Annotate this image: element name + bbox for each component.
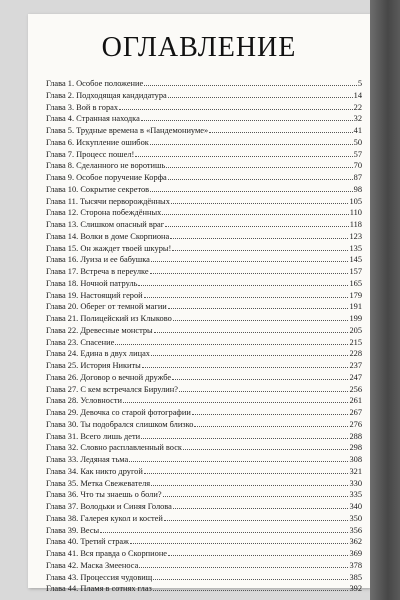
toc-entry	[46, 442, 362, 454]
dot-leader	[151, 485, 348, 486]
toc-entry	[46, 525, 362, 537]
toc-entry-label: Глава 35. Метка Свежевателя	[46, 478, 151, 488]
dot-leader	[172, 379, 348, 380]
toc-entry-page-number: 135	[349, 243, 362, 253]
toc-entry-page-number: 199	[349, 314, 362, 323]
toc-entry	[46, 454, 362, 466]
toc-entry-page-number: 41	[353, 126, 362, 135]
dot-leader	[165, 226, 349, 227]
toc-entry	[46, 560, 362, 572]
toc-entry-label: Глава 38. Галерея кукол и костей	[46, 513, 163, 523]
dot-leader	[135, 156, 352, 157]
dot-leader	[144, 85, 357, 86]
toc-entry-page-number: 98	[353, 184, 362, 194]
toc-entry-label: Глава 19. Настоящий герой	[46, 290, 143, 300]
dot-leader	[171, 203, 349, 204]
toc-entry-label: Глава 14. Волки в доме Скорпиона	[46, 231, 170, 241]
toc-entry-page-number: 123	[349, 231, 362, 241]
toc-entry-page-number: 32	[353, 114, 362, 124]
toc-entry-label: Глава 31. Всего лишь дети	[46, 431, 141, 441]
toc-entry	[46, 548, 362, 560]
toc-entry-page-number: 57	[353, 149, 362, 159]
toc-entry-label: Глава 2. Подходящая кандидатура	[46, 90, 167, 100]
toc-entry-page-number: 228	[349, 349, 362, 359]
toc-entry-label: Глава 21. Полицейский из Клыково	[46, 314, 172, 323]
book-page	[28, 14, 370, 594]
dot-leader	[119, 109, 353, 110]
toc-entry-page-number: 392	[349, 584, 362, 594]
dot-leader	[166, 167, 352, 168]
toc-entry-label: Глава 16. Луиза и ее бабушка	[46, 255, 150, 265]
toc-entry-page-number: 321	[349, 466, 362, 476]
book-spine	[370, 0, 400, 600]
toc-entry-page-number: 288	[349, 431, 362, 441]
toc-entry-page-number: 267	[349, 408, 362, 417]
toc-entry	[46, 290, 362, 302]
toc-entry-page-number: 330	[349, 478, 362, 488]
toc-entry	[46, 395, 362, 407]
toc-entry	[46, 313, 362, 325]
dot-leader	[138, 285, 348, 286]
dot-leader	[129, 461, 348, 462]
toc-entry-page-number: 261	[349, 396, 362, 406]
toc-entry-label: Глава 5. Трудные времена в «Пандемониуме»	[46, 126, 209, 135]
toc-entry-page-number: 50	[353, 137, 362, 147]
toc-entry	[46, 102, 362, 114]
toc-entry	[46, 160, 362, 172]
toc-entry	[46, 360, 362, 372]
toc-entry	[46, 583, 362, 595]
toc-entry-label: Глава 17. Встреча в переулке	[46, 267, 149, 276]
toc-entry-label: Глава 20. Оберег от темной магии	[46, 302, 167, 312]
toc-entry-label: Глава 34. Как никто другой	[46, 466, 143, 476]
toc-entry-label: Глава 1. Особое положение	[46, 79, 144, 88]
dot-leader	[144, 473, 349, 474]
toc-entry-page-number: 22	[353, 102, 362, 112]
dot-leader	[142, 367, 349, 368]
toc-entry	[46, 149, 362, 161]
toc-entry-label: Глава 27. С кем встречался Бирулин?	[46, 384, 178, 394]
toc-entry-page-number: 378	[349, 560, 362, 570]
toc-entry-page-number: 105	[349, 196, 362, 206]
toc-entry-label: Глава 6. Искупление ошибок	[46, 137, 149, 147]
dot-leader	[154, 332, 349, 333]
toc-entry-page-number: 362	[349, 537, 362, 547]
toc-entry	[46, 301, 362, 313]
dot-leader	[163, 496, 349, 497]
toc-entry	[46, 536, 362, 548]
toc-entry-page-number: 145	[349, 255, 362, 265]
toc-entry-page-number: 276	[349, 419, 362, 429]
dot-leader	[150, 191, 352, 192]
toc-entry	[46, 219, 362, 231]
toc-entry-page-number: 350	[349, 513, 362, 523]
dot-leader	[192, 414, 349, 415]
toc-entry-page-number: 87	[353, 173, 362, 182]
toc-entry-page-number: 308	[349, 455, 362, 464]
toc-entry-label: Глава 26. Договор о вечной дружбе	[46, 372, 172, 382]
toc-entry	[46, 325, 362, 337]
toc-entry	[46, 78, 362, 90]
toc-entry	[46, 501, 362, 513]
toc-entry	[46, 348, 362, 360]
dot-leader	[150, 144, 353, 145]
toc-entry-page-number: 237	[349, 361, 362, 370]
toc-entry	[46, 572, 362, 584]
toc-entry-label: Глава 42. Маска Змееноса	[46, 560, 139, 570]
dot-leader	[183, 449, 348, 450]
toc-entry	[46, 137, 362, 149]
toc-entry-label: Глава 44. Пламя в сотнях глаз	[46, 584, 152, 594]
toc-entry-label: Глава 4. Странная находка	[46, 114, 140, 124]
dot-leader	[172, 250, 348, 251]
toc-entry-page-number: 247	[349, 372, 362, 382]
toc-entry-label: Глава 13. Слишком опасный враг	[46, 220, 165, 229]
dot-leader	[139, 567, 348, 568]
toc-entry-page-number: 340	[349, 502, 362, 511]
dot-leader	[168, 555, 348, 556]
toc-entry-label: Глава 30. Ты подобрался слишком близко	[46, 419, 194, 429]
dot-leader	[141, 120, 353, 121]
dot-leader	[151, 261, 349, 262]
toc-entry	[46, 407, 362, 419]
toc-entry	[46, 231, 362, 243]
toc-entry-page-number: 256	[349, 384, 362, 394]
toc-entry-label: Глава 22. Древесные монстры	[46, 325, 153, 335]
dot-leader	[194, 426, 348, 427]
dot-leader	[123, 402, 348, 403]
dot-leader	[168, 179, 353, 180]
toc-entry-label: Глава 24. Едина в двух лицах	[46, 349, 150, 359]
toc-entry-label: Глава 41. Вся правда о Скорпионе	[46, 549, 168, 558]
toc-entry-page-number: 70	[353, 161, 362, 171]
toc-entry-page-number: 118	[349, 220, 362, 229]
dot-leader	[209, 132, 352, 133]
toc-entry-label: Глава 37. Володьки и Синяя Голова	[46, 502, 172, 511]
dot-leader	[144, 297, 349, 298]
dot-leader	[170, 238, 348, 239]
toc-entry-label: Глава 43. Процессия чудовищ	[46, 572, 153, 582]
toc-entry-page-number: 110	[349, 208, 362, 218]
table-of-contents	[46, 78, 362, 595]
toc-entry	[46, 196, 362, 208]
page-title: ОГЛАВЛЕНИЕ	[101, 32, 297, 63]
toc-entry-label: Глава 33. Ледяная тьма	[46, 455, 129, 464]
toc-entry-page-number: 215	[349, 337, 362, 347]
toc-entry	[46, 384, 362, 396]
toc-entry	[46, 372, 362, 384]
toc-entry	[46, 125, 362, 137]
toc-entry	[46, 419, 362, 431]
toc-entry-page-number: 191	[349, 302, 362, 312]
dot-leader	[153, 579, 348, 580]
dot-leader	[168, 308, 349, 309]
toc-entry-label: Глава 40. Третий страж	[46, 537, 129, 547]
toc-entry-label: Глава 15. Он жаждет твоей шкуры!	[46, 243, 172, 253]
toc-entry-page-number: 165	[349, 278, 362, 288]
toc-entry-page-number: 157	[349, 267, 362, 276]
dot-leader	[162, 214, 348, 215]
toc-entry	[46, 466, 362, 478]
toc-entry	[46, 254, 362, 266]
toc-entry-label: Глава 28. Условности	[46, 396, 123, 406]
toc-entry-page-number: 335	[349, 490, 362, 500]
dot-leader	[173, 508, 349, 509]
dot-leader	[150, 273, 349, 274]
toc-entry-page-number: 298	[349, 443, 362, 453]
toc-entry-label: Глава 36. Что ты знаешь о боли?	[46, 490, 162, 500]
toc-entry-page-number: 356	[349, 525, 362, 535]
toc-entry-page-number: 369	[349, 549, 362, 558]
dot-leader	[130, 543, 349, 544]
toc-entry	[46, 513, 362, 525]
toc-entry	[46, 207, 362, 219]
toc-entry	[46, 431, 362, 443]
toc-entry	[46, 478, 362, 490]
toc-entry	[46, 113, 362, 125]
dot-leader	[164, 520, 349, 521]
toc-entry-label: Глава 29. Девочка со старой фотографии	[46, 408, 191, 417]
dot-leader	[141, 438, 348, 439]
toc-entry-label: Глава 25. История Никиты	[46, 361, 141, 370]
toc-entry-page-number: 14	[353, 90, 362, 100]
toc-entry	[46, 489, 362, 501]
toc-entry-label: Глава 9. Особое поручение Корфа	[46, 173, 167, 182]
toc-entry-label: Глава 12. Сторона побеждённых	[46, 208, 162, 218]
dot-leader	[100, 532, 348, 533]
toc-entry-label: Глава 39. Весы	[46, 525, 100, 535]
dot-leader	[115, 344, 348, 345]
dot-leader	[173, 320, 349, 321]
dot-leader	[168, 97, 353, 98]
toc-entry-page-number: 5	[357, 79, 362, 88]
toc-entry	[46, 337, 362, 349]
toc-entry-label: Глава 11. Тысячи перворождённых	[46, 196, 170, 206]
toc-entry-label: Глава 32. Словно расплавленный воск	[46, 443, 182, 453]
dot-leader	[151, 355, 348, 356]
toc-entry-label: Глава 18. Ночной патруль	[46, 278, 138, 288]
toc-entry-label: Глава 8. Сделанного не воротишь	[46, 161, 166, 171]
dot-leader	[179, 391, 348, 392]
toc-entry-page-number: 385	[349, 572, 362, 582]
dot-leader	[153, 590, 349, 591]
toc-entry-label: Глава 23. Спасение	[46, 337, 115, 347]
toc-entry-label: Глава 7. Процесс пошел!	[46, 149, 135, 159]
toc-entry	[46, 90, 362, 102]
toc-entry	[46, 278, 362, 290]
toc-entry-page-number: 205	[349, 325, 362, 335]
toc-entry-page-number: 179	[349, 290, 362, 300]
toc-entry	[46, 184, 362, 196]
toc-entry	[46, 172, 362, 184]
toc-entry	[46, 266, 362, 278]
toc-entry-label: Глава 3. Вой в горах	[46, 102, 119, 112]
toc-entry	[46, 243, 362, 255]
toc-entry-label: Глава 10. Сокрытие секретов	[46, 184, 150, 194]
